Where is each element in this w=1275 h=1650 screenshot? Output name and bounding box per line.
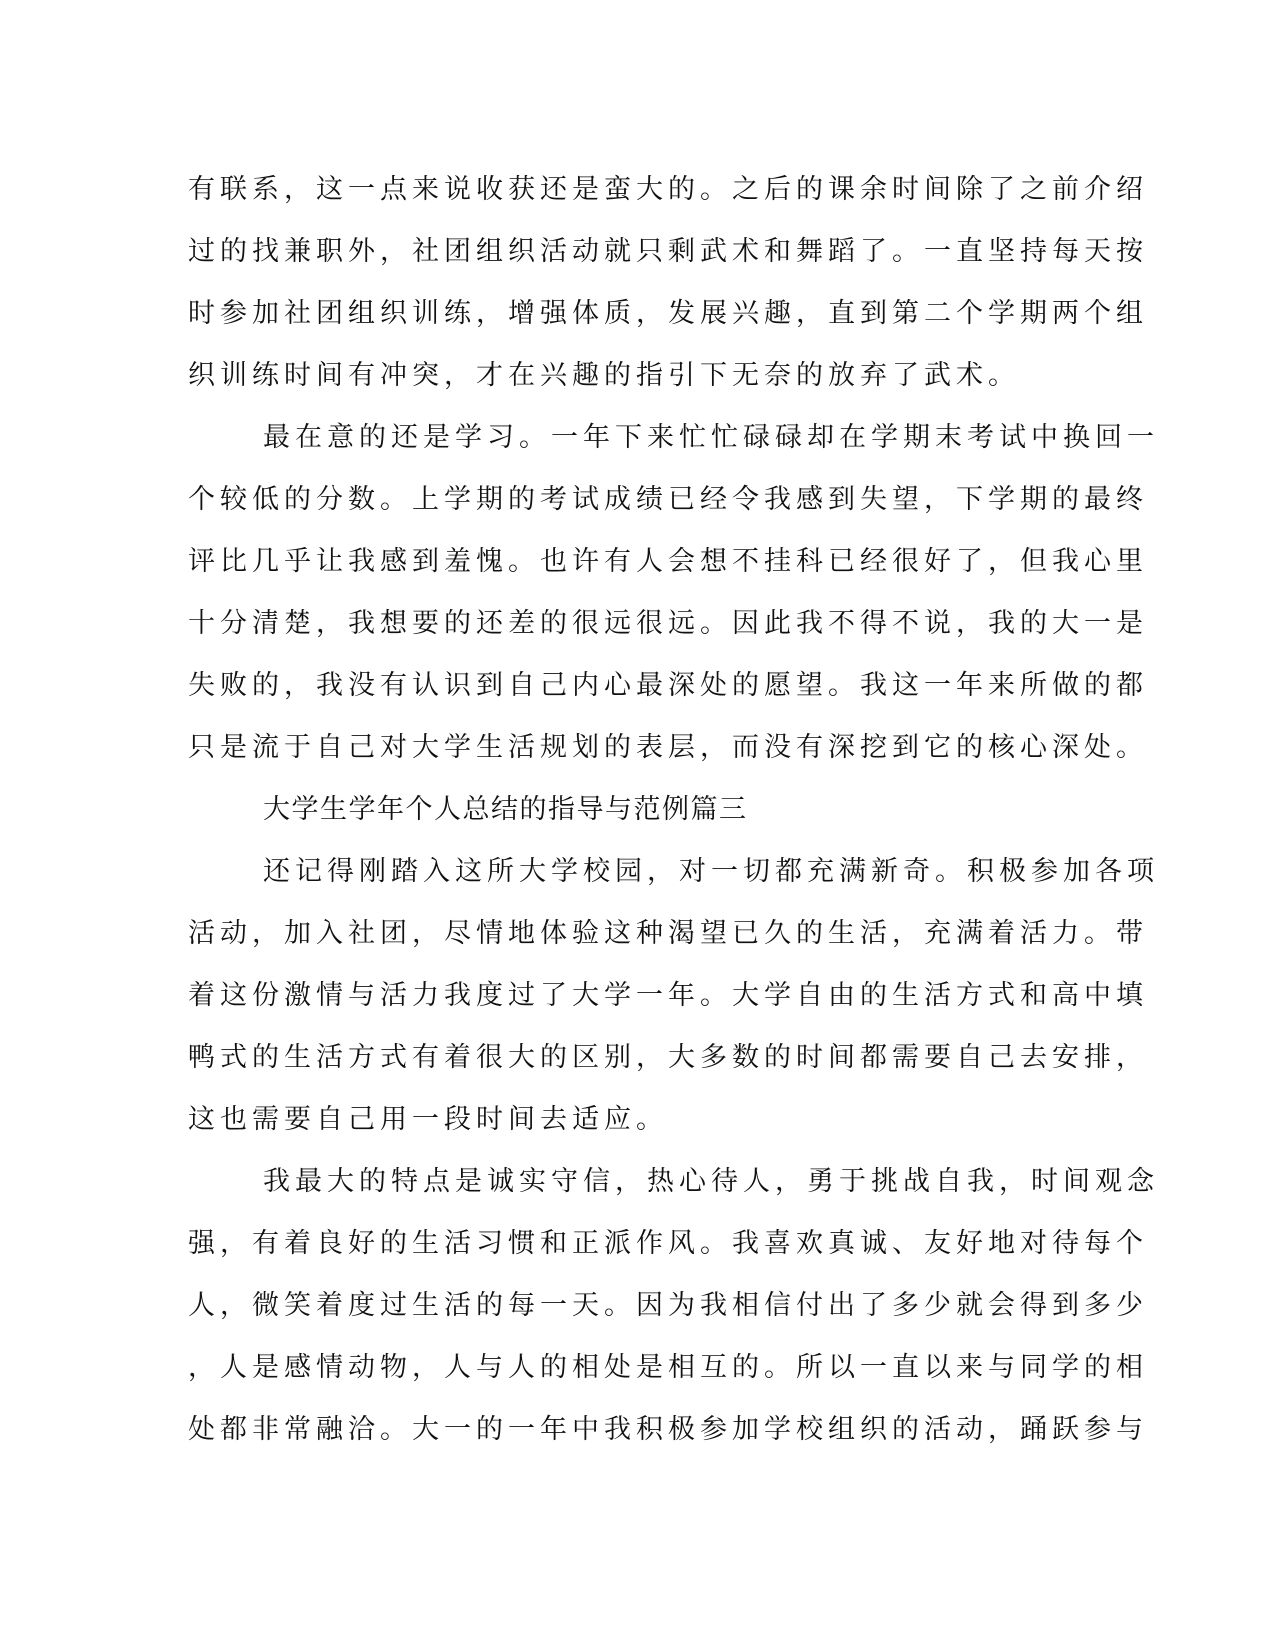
text-line: 鸭式的生活方式有着很大的区别，大多数的时间都需要自己去安排，: [188, 1042, 1148, 1073]
text-line: 我最大的特点是诚实守信，热心待人，勇于挑战自我，时间观念: [263, 1166, 1159, 1197]
text-line: 有联系，这一点来说收获还是蛮大的。之后的课余时间除了之前介绍: [188, 174, 1148, 205]
text-line: 强，有着良好的生活习惯和正派作风。我喜欢真诚、友好地对待每个: [188, 1228, 1148, 1259]
text-line: 还记得刚踏入这所大学校园，对一切都充满新奇。积极参加各项: [263, 856, 1159, 887]
text-line: ，人是感情动物，人与人的相处是相互的。所以一直以来与同学的相: [188, 1352, 1148, 1383]
text-line: 失败的，我没有认识到自己内心最深处的愿望。我这一年来所做的都: [188, 670, 1148, 701]
text-line: 个较低的分数。上学期的考试成绩已经令我感到失望，下学期的最终: [188, 484, 1148, 515]
text-line: 过的找兼职外，社团组织活动就只剩武术和舞蹈了。一直坚持每天按: [188, 236, 1148, 267]
text-line: 这也需要自己用一段时间去适应。: [188, 1104, 668, 1135]
text-line: 最在意的还是学习。一年下来忙忙碌碌却在学期末考试中换回一: [263, 422, 1159, 453]
text-line: 评比几乎让我感到羞愧。也许有人会想不挂科已经很好了，但我心里: [188, 546, 1148, 577]
text-line: 人，微笑着度过生活的每一天。因为我相信付出了多少就会得到多少: [188, 1290, 1148, 1321]
text-line: 着这份激情与活力我度过了大学一年。大学自由的生活方式和高中填: [188, 980, 1148, 1011]
text-line: 时参加社团组织训练，增强体质，发展兴趣，直到第二个学期两个组: [188, 298, 1148, 329]
text-line: 活动，加入社团，尽情地体验这种渴望已久的生活，充满着活力。带: [188, 918, 1148, 949]
text-line: 十分清楚，我想要的还差的很远很远。因此我不得不说，我的大一是: [188, 608, 1148, 639]
text-line: 处都非常融洽。大一的一年中我积极参加学校组织的活动，踊跃参与: [188, 1414, 1148, 1445]
text-line: 织训练时间有冲突，才在兴趣的指引下无奈的放弃了武术。: [188, 360, 1020, 391]
document-body: [188, 159, 1159, 1461]
section-heading: 大学生学年个人总结的指导与范例篇三: [263, 794, 748, 825]
text-line: 只是流于自己对大学生活规划的表层，而没有深挖到它的核心深处。: [188, 732, 1148, 763]
